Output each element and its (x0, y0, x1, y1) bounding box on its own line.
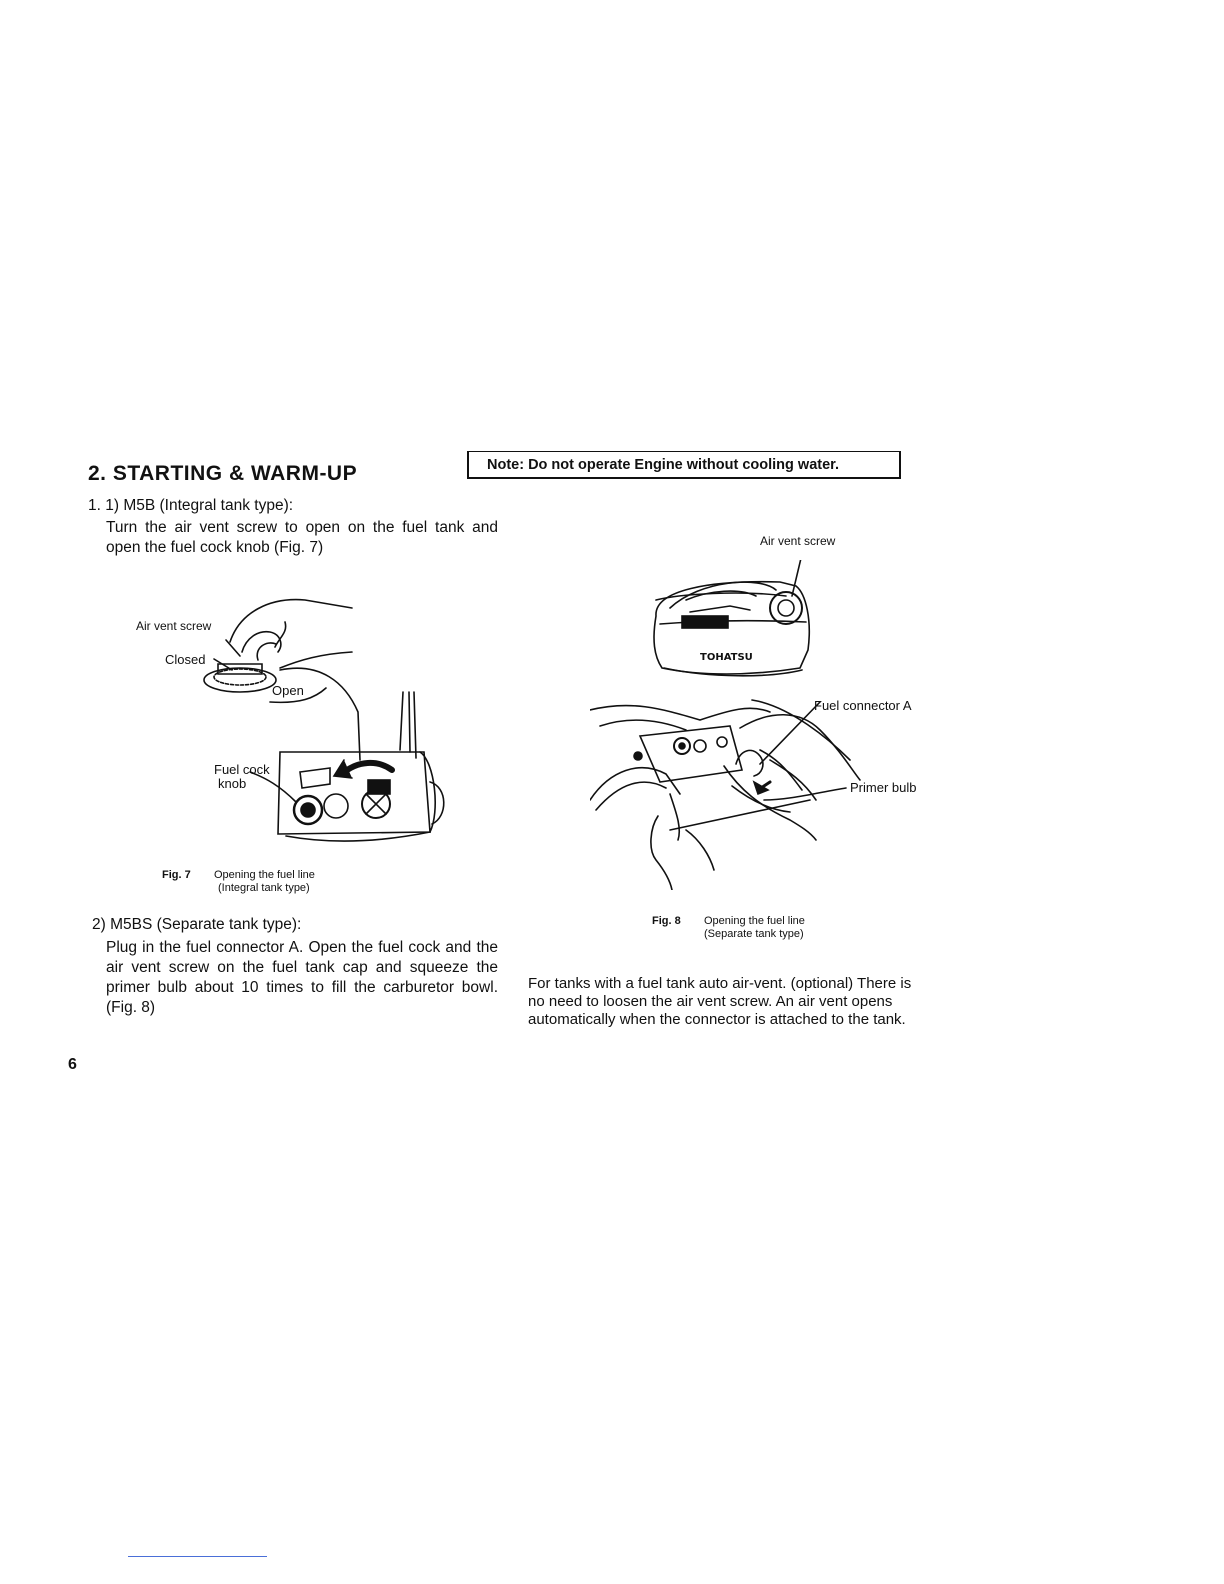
fig8-caption-line2: (Separate tank type) (704, 928, 804, 940)
auto-vent-text: For tanks with a fuel tank auto air-vent. (optional) There is no need to loosen the air vent screw. An air vent opens automatically when the connector is attached to the tank. (528, 975, 912, 1028)
step-1-text: Turn the air vent screw to open on the fuel tank and open the fuel cock knob (Fig. 7) (106, 519, 498, 556)
fig8-label-air-vent-screw: Air vent screw (760, 534, 836, 548)
fig8-caption-line1: Opening the fuel line (704, 915, 805, 927)
fig7-label-closed: Closed (165, 652, 206, 667)
fig7-label-open: Open (272, 683, 304, 698)
fig8-label-fuel-connector: Fuel connector A (814, 698, 912, 713)
fig7-label-fuel-cock: Fuel cock (214, 762, 270, 777)
step-2-text: Plug in the fuel connector A. Open the fuel cock and the air vent screw on the fuel tank cap and squeeze the primer bulb about 10 times to fill the carburetor bowl. (Fig. 8) (106, 939, 498, 1016)
step-2-label: 2) M5BS (Separate tank type): (92, 916, 302, 933)
cooling-water-note: Note: Do not operate Engine without cooling water. (467, 451, 901, 479)
bottom-rule (128, 1556, 267, 1557)
fig7-caption-number: Fig. 7 (162, 869, 191, 881)
step-1-label: 1. 1) M5B (Integral tank type): (88, 497, 294, 514)
page-number: 6 (68, 1056, 77, 1073)
fig7-caption-line1: Opening the fuel line (214, 869, 315, 881)
fig7-label-air-vent-screw: Air vent screw (136, 619, 212, 633)
fig8-tank-brand: TOHATSU (700, 652, 753, 663)
fig7-label-knob: knob (218, 776, 247, 791)
fig7-caption-line2: (Integral tank type) (218, 882, 310, 894)
section-heading: 2. STARTING & WARM-UP (88, 462, 358, 485)
fig8-caption-number: Fig. 8 (652, 915, 681, 927)
fig8-illustration (590, 560, 940, 890)
fig7-caption (162, 869, 315, 895)
fig8-label-primer-bulb: Primer bulb (850, 780, 917, 795)
fig8-caption (652, 915, 805, 941)
